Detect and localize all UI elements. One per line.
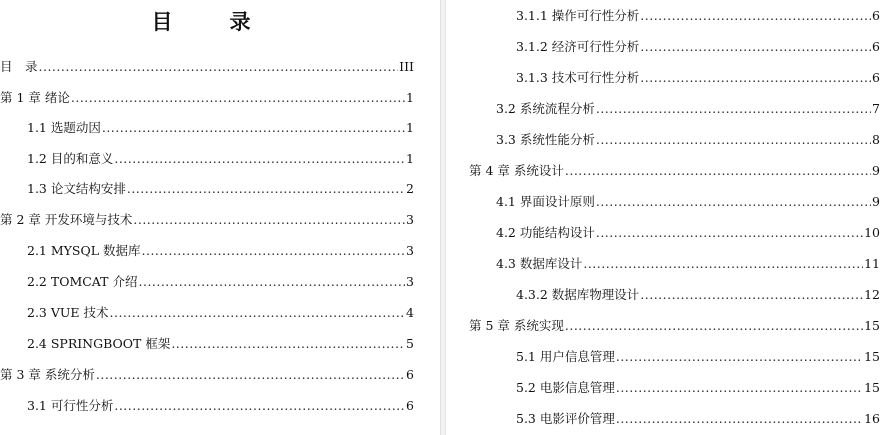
- dot-leader: [114, 395, 405, 417]
- dot-leader: [565, 315, 863, 337]
- toc-entry-label: 1.1 选题动因: [27, 120, 101, 135]
- toc-entry-section-4-3-2[interactable]: [516, 284, 880, 306]
- dot-leader: [596, 98, 871, 120]
- dot-leader: [640, 5, 871, 27]
- dot-leader: [127, 178, 405, 200]
- toc-entry-page: III: [399, 59, 414, 74]
- toc-entry-page: 15: [864, 380, 880, 395]
- toc-entry-page: 9: [872, 194, 880, 209]
- toc-entry-label: 3.3 系统性能分析: [496, 132, 595, 147]
- toc-entry-page: 6: [406, 367, 414, 382]
- toc-entry-label: 第 3 章 系统分析: [0, 367, 95, 382]
- toc-entry-label: 4.1 界面设计原则: [496, 194, 595, 209]
- dot-leader: [640, 67, 871, 89]
- toc-entry-label: 1.3 论文结构安排: [27, 181, 126, 196]
- toc-entry-section-2-1[interactable]: [27, 240, 414, 262]
- dot-leader: [39, 56, 399, 78]
- toc-entry-chapter-1[interactable]: [0, 87, 414, 109]
- toc-entry-page: 4: [406, 305, 414, 320]
- toc-entry-page: 3: [406, 212, 414, 227]
- dot-leader: [640, 36, 871, 58]
- dot-leader: [171, 333, 405, 355]
- toc-entry-page: 15: [864, 318, 880, 333]
- toc-entry-section-3-1-3[interactable]: [516, 67, 880, 89]
- toc-entry-section-4-3[interactable]: [496, 253, 880, 275]
- dot-leader: [102, 117, 405, 139]
- toc-entry-page: 7: [872, 101, 880, 116]
- toc-entry-label: 3.1.3 技术可行性分析: [516, 70, 640, 85]
- toc-entry-page: 15: [864, 349, 880, 364]
- toc-entry-page: 6: [406, 398, 414, 413]
- dot-leader: [616, 408, 863, 430]
- toc-entry-label: 第 4 章 系统设计: [469, 163, 564, 178]
- toc-entry-section-3-3[interactable]: [496, 129, 880, 151]
- toc-page-right: [446, 0, 888, 435]
- dot-leader: [640, 284, 863, 306]
- toc-entry-section-1-3[interactable]: [27, 178, 414, 200]
- toc-entry-label: 第 2 章 开发环境与技术: [0, 212, 133, 227]
- toc-entry-page: 6: [872, 8, 880, 23]
- toc-entry-label: 3.1.1 操作可行性分析: [516, 8, 640, 23]
- dot-leader: [596, 191, 871, 213]
- dot-leader: [96, 364, 405, 386]
- toc-entry-page: 1: [406, 90, 414, 105]
- toc-entry-page: 6: [872, 70, 880, 85]
- dot-leader: [616, 346, 863, 368]
- toc-entry-section-4-2[interactable]: [496, 222, 880, 244]
- toc-entry-section-2-3[interactable]: [27, 302, 414, 324]
- toc-entry-label: 2.4 SPRINGBOOT 框架: [27, 336, 171, 351]
- toc-entry-section-3-1[interactable]: [27, 395, 414, 417]
- dot-leader: [110, 302, 406, 324]
- toc-entry-label: 3.1 可行性分析: [27, 398, 114, 413]
- dot-leader: [565, 160, 871, 182]
- dot-leader: [596, 129, 871, 151]
- toc-entry-chapter-3[interactable]: [0, 364, 414, 386]
- toc-entry-label: 4.2 功能结构设计: [496, 225, 595, 240]
- toc-entry-page: 3: [406, 243, 414, 258]
- toc-entry-label: 4.3.2 数据库物理设计: [516, 287, 640, 302]
- toc-entry-section-3-2[interactable]: [496, 98, 880, 120]
- toc-entry-label: 3.2 系统流程分析: [496, 101, 595, 116]
- toc-entry-chapter-2[interactable]: [0, 209, 414, 231]
- toc-entry-section-3-1-1[interactable]: [516, 5, 880, 27]
- toc-entry-chapter-4[interactable]: [469, 160, 880, 182]
- dot-leader: [596, 222, 863, 244]
- dot-leader: [114, 148, 405, 170]
- toc-entry-label: 第 5 章 系统实现: [469, 318, 564, 333]
- toc-entry-label: 目 录: [0, 59, 38, 74]
- toc-entry-page: 11: [864, 256, 880, 271]
- toc-entry-section-5-2[interactable]: [516, 377, 880, 399]
- toc-entry-label: 3.1.2 经济可行性分析: [516, 39, 640, 54]
- toc-entry-label: 第 1 章 绪论: [0, 90, 70, 105]
- toc-entry-page: 6: [872, 39, 880, 54]
- toc-entry-section-2-2[interactable]: [27, 271, 414, 293]
- toc-entry-page: 12: [864, 287, 880, 302]
- toc-entry-page: 3: [406, 274, 414, 289]
- toc-entry-chapter-5[interactable]: [469, 315, 880, 337]
- toc-entry-label: 5.3 电影评价管理: [516, 411, 615, 426]
- dot-leader: [616, 377, 863, 399]
- toc-entry-page: 1: [406, 120, 414, 135]
- toc-entry-label: 2.3 VUE 技术: [27, 305, 109, 320]
- toc-entry-page: 9: [872, 163, 880, 178]
- toc-entry-section-4-1[interactable]: [496, 191, 880, 213]
- toc-entry-section-3-1-2[interactable]: [516, 36, 880, 58]
- toc-entry-label: 5.2 电影信息管理: [516, 380, 615, 395]
- toc-entry-page: 5: [406, 336, 414, 351]
- dot-leader: [133, 209, 405, 231]
- toc-entry-section-2-4[interactable]: [27, 333, 414, 355]
- toc-entry-page: 1: [406, 151, 414, 166]
- toc-entry-contents[interactable]: [0, 56, 414, 78]
- toc-entry-page: 2: [406, 181, 414, 196]
- dot-leader: [142, 240, 406, 262]
- dot-leader: [138, 271, 405, 293]
- toc-entry-label: 4.3 数据库设计: [496, 256, 583, 271]
- dot-leader: [71, 87, 405, 109]
- toc-entry-label: 5.1 用户信息管理: [516, 349, 615, 364]
- toc-entry-page: 8: [872, 132, 880, 147]
- toc-page-left: [0, 0, 440, 435]
- toc-entry-label: 2.2 TOMCAT 介绍: [27, 274, 138, 289]
- toc-entry-page: 16: [864, 411, 880, 426]
- toc-entry-page: 10: [864, 225, 880, 240]
- toc-entry-section-5-3[interactable]: [516, 408, 880, 430]
- toc-entry-section-5-1[interactable]: [516, 346, 880, 368]
- toc-entry-section-1-1[interactable]: [27, 117, 414, 139]
- dot-leader: [583, 253, 863, 275]
- toc-entry-section-1-2[interactable]: [27, 148, 414, 170]
- toc-entry-label: 2.1 MYSQL 数据库: [27, 243, 141, 258]
- toc-title: 目 录: [151, 10, 269, 34]
- toc-entry-label: 1.2 目的和意义: [27, 151, 114, 166]
